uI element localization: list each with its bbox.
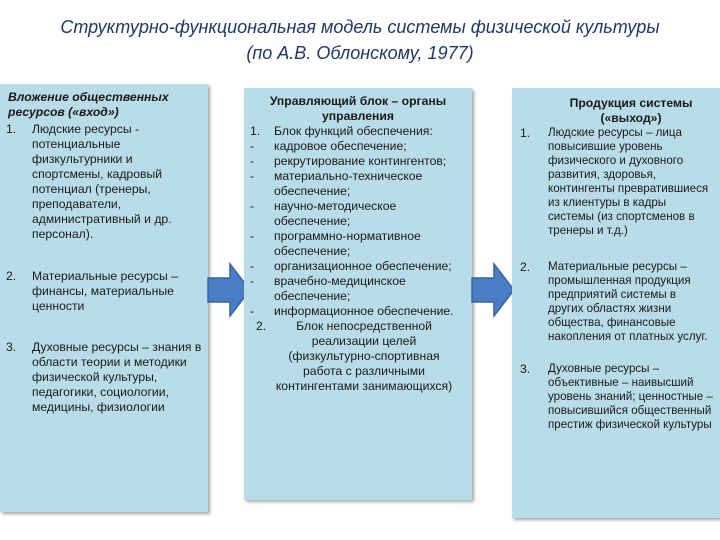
dash-bullet: - <box>250 154 255 168</box>
block-2 <box>244 319 472 394</box>
item-number: 2. <box>520 260 531 274</box>
dash-bullet: - <box>250 139 255 153</box>
support-item-5 <box>244 229 472 259</box>
management-heading: Управляющий блок – органы управления <box>269 94 447 123</box>
support-item-2 <box>244 154 472 169</box>
block-1 <box>244 124 472 139</box>
item-text: Материальные ресурсы – финансы, материальные ценности <box>32 269 178 313</box>
input-resources-box <box>0 84 208 512</box>
dash-bullet: - <box>250 169 255 183</box>
item-text: Материальные ресурсы – промышленная продукция предприятий системы в других областях жизни общества, финансовые накопления от платных услуг. <box>548 260 708 343</box>
item-number: 2. <box>256 319 267 333</box>
output-item-1 <box>512 126 720 238</box>
item-number: 1. <box>6 122 17 136</box>
title-line-2: (по А.В. Облонскому, 1977) <box>246 43 474 63</box>
item-text: врачебно-медицинское обеспечение; <box>274 274 406 303</box>
support-item-1 <box>244 139 472 154</box>
item-number: 1. <box>520 126 531 140</box>
support-item-6 <box>244 259 472 274</box>
item-text: научно-методическое обеспечение; <box>274 199 397 228</box>
output-item-3 <box>512 362 720 432</box>
management-block-box <box>244 88 472 500</box>
item-number: 2. <box>6 269 17 283</box>
item-text: программно-нормативное обеспечение; <box>274 229 421 258</box>
item-text: рекрутирование контингентов; <box>274 154 447 168</box>
item-number: 1. <box>250 124 261 138</box>
dash-bullet: - <box>250 229 255 243</box>
item-text: Блок непосредственной реализации целей (физкультурно-спортивная работа с различными контингентами занимающихся) <box>275 319 453 393</box>
title-line-1: Структурно-функциональная модель системы физической культуры <box>60 17 660 37</box>
item-text: Духовные ресурсы – объективные – наивысший уровень знаний; ценностные – повысившийся общественный престиж физической культуры <box>548 362 713 431</box>
item-text: Блок функций обеспечения: <box>274 124 433 138</box>
input-item-3 <box>0 340 208 415</box>
dash-bullet: - <box>250 199 255 213</box>
output-item-2 <box>512 260 720 344</box>
item-text: информационное обеспечение. <box>274 304 454 318</box>
diagram-title <box>0 14 720 66</box>
item-text: Людские ресурсы - потенциальные физкультурники и спортсмены, кадровый потенциал (тренеры, преподаватели, административный и др. персонал). <box>32 122 172 241</box>
item-number: 3. <box>6 340 17 354</box>
input-heading: Вложение общественных ресурсов («вход») <box>8 90 169 119</box>
dash-bullet: - <box>250 304 255 318</box>
item-number: 3. <box>520 362 531 376</box>
support-item-7 <box>244 274 472 304</box>
item-text: Духовные ресурсы – знания в области теории и методики физической культуры, педагогики, социологии, медицины, физиологии <box>32 340 202 414</box>
item-text: организационное обеспечение; <box>274 259 452 273</box>
support-item-8 <box>244 304 472 319</box>
arrow-right-icon <box>470 262 516 318</box>
support-item-4 <box>244 199 472 229</box>
dash-bullet: - <box>250 259 255 273</box>
output-products-box <box>512 88 720 518</box>
output-heading: Продукция системы («выход») <box>569 96 693 125</box>
support-item-3 <box>244 169 472 199</box>
item-text: Людские ресурсы – лица повысившие уровень физического и духовного развития, здоровья, контингенты превратившиеся из клиентуры в кадры системы (из спортсменов в тренеры и т.д.) <box>548 126 709 237</box>
item-text: материально-техническое обеспечение; <box>274 169 423 198</box>
dash-bullet: - <box>250 274 255 288</box>
input-item-2 <box>0 269 208 314</box>
item-text: кадровое обеспечение; <box>274 139 407 153</box>
input-item-1 <box>0 122 208 242</box>
